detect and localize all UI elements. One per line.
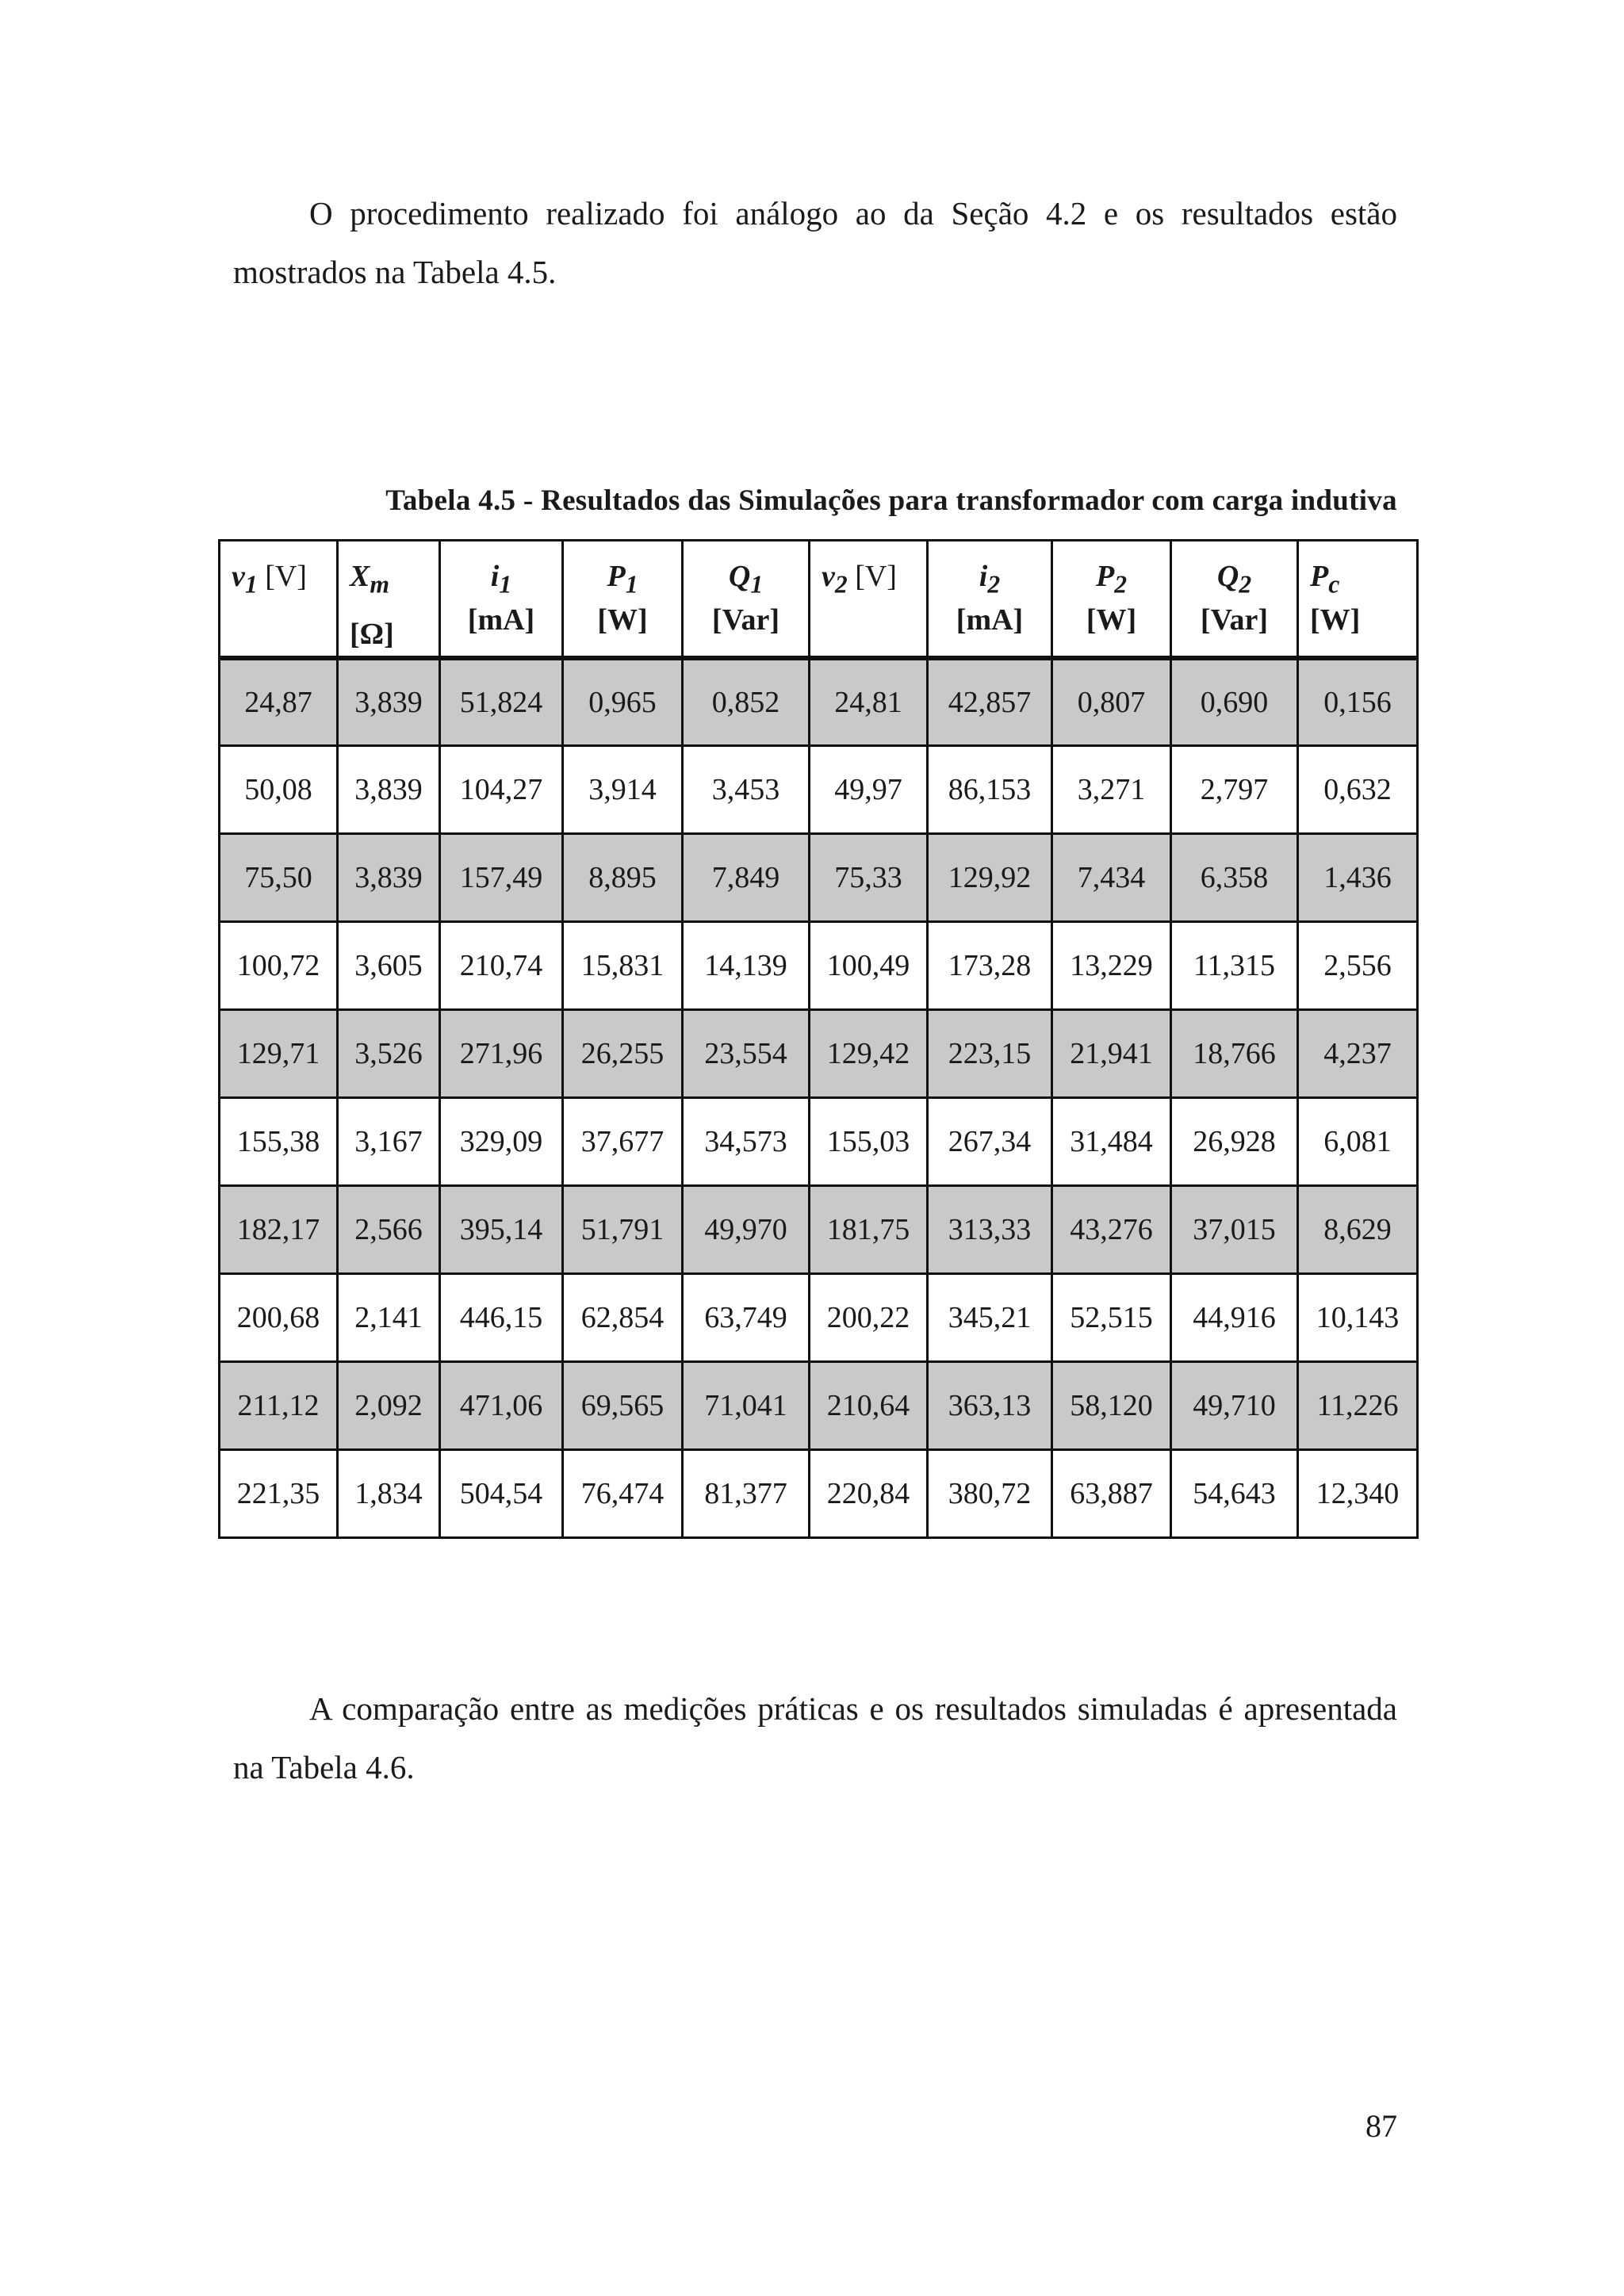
table-cell: 2,566 [338,1186,440,1274]
table-cell: 3,839 [338,746,440,834]
table-cell: 155,03 [810,1098,928,1186]
table-cell: 129,71 [220,1010,338,1098]
table-cell: 2,556 [1298,922,1418,1010]
table-cell: 157,49 [440,834,563,922]
table-cell: 3,271 [1052,746,1171,834]
table-cell: 4,237 [1298,1010,1418,1098]
table-row [220,1450,1418,1538]
table-cell: 0,690 [1171,658,1298,746]
table-cell: 11,315 [1171,922,1298,1010]
table-cell: 75,50 [220,834,338,922]
table-header-row [220,541,1418,658]
table-cell: 26,255 [563,1010,683,1098]
header-p1: $P_1$ [W] [563,541,683,658]
header-q1: $Q_1$ [Var] [683,541,810,658]
table-cell: 49,710 [1171,1362,1298,1450]
table-cell: 63,749 [683,1274,810,1362]
header-q2: $Q_2$ [Var] [1171,541,1298,658]
table-cell: 71,041 [683,1362,810,1450]
table-row [220,834,1418,922]
table-cell: 76,474 [563,1450,683,1538]
header-p2: $P_2$ [W] [1052,541,1171,658]
table-cell: 43,276 [1052,1186,1171,1274]
table-cell: 200,68 [220,1274,338,1362]
table-row [220,1274,1418,1362]
header-i1: $i_1$ [mA] [440,541,563,658]
table-cell: 12,340 [1298,1450,1418,1538]
table-cell: 86,153 [928,746,1052,834]
table-cell: 13,229 [1052,922,1171,1010]
table-row [220,1186,1418,1274]
table-cell: 6,358 [1171,834,1298,922]
table-cell: 15,831 [563,922,683,1010]
header-i2: $i_2$ [mA] [928,541,1052,658]
table-cell: 0,156 [1298,658,1418,746]
table-cell: 3,167 [338,1098,440,1186]
table-cell: 62,854 [563,1274,683,1362]
table-cell: 1,834 [338,1450,440,1538]
header-v2: $v_2$ [V] [810,541,928,658]
intro-paragraph [233,184,1397,301]
table-cell: 0,632 [1298,746,1418,834]
table-caption: Tabela 4.5 - Resultados das Simulações para transformador com carga indutiva [385,484,1397,517]
comparison-paragraph-text: A comparação entre as medições práticas e os resultados simuladas é apresentada na Tabela 4.6. [233,1690,1397,1785]
table-row [220,922,1418,1010]
table-cell: 44,916 [1171,1274,1298,1362]
table-cell: 173,28 [928,922,1052,1010]
table-cell: 37,015 [1171,1186,1298,1274]
intro-paragraph-text: O procedimento realizado foi análogo ao da Seção 4.2 e os resultados estão mostrados na Tabela 4.5. [233,195,1397,290]
header-xm: $X_m$ [Ω] [338,541,440,658]
table-cell: 8,629 [1298,1186,1418,1274]
table-cell: 363,13 [928,1362,1052,1450]
table-cell: 181,75 [810,1186,928,1274]
table-cell: 23,554 [683,1010,810,1098]
table-cell: 24,81 [810,658,928,746]
table-cell: 63,887 [1052,1450,1171,1538]
table-cell: 54,643 [1171,1450,1298,1538]
table-cell: 49,97 [810,746,928,834]
table-row [220,1362,1418,1450]
table-cell: 100,72 [220,922,338,1010]
table-cell: 155,38 [220,1098,338,1186]
table-cell: 2,797 [1171,746,1298,834]
table-cell: 18,766 [1171,1010,1298,1098]
table-cell: 3,839 [338,658,440,746]
table-cell: 31,484 [1052,1098,1171,1186]
table-cell: 7,849 [683,834,810,922]
table-cell: 380,72 [928,1450,1052,1538]
table-cell: 200,22 [810,1274,928,1362]
table-cell: 220,84 [810,1450,928,1538]
table-cell: 129,92 [928,834,1052,922]
table-cell: 51,824 [440,658,563,746]
table-row [220,1010,1418,1098]
table-cell: 3,839 [338,834,440,922]
table-cell: 24,87 [220,658,338,746]
table-cell: 1,436 [1298,834,1418,922]
table-cell: 58,120 [1052,1362,1171,1450]
table-body [220,658,1418,1538]
table-cell: 313,33 [928,1186,1052,1274]
table-cell: 7,434 [1052,834,1171,922]
table-cell: 10,143 [1298,1274,1418,1362]
table-cell: 104,27 [440,746,563,834]
table-cell: 3,914 [563,746,683,834]
table-cell: 267,34 [928,1098,1052,1186]
header-v1: $v_1$ [V] [220,541,338,658]
table-row [220,1098,1418,1186]
table-cell: 21,941 [1052,1010,1171,1098]
table-cell: 8,895 [563,834,683,922]
table-cell: 50,08 [220,746,338,834]
table-cell: 210,64 [810,1362,928,1450]
results-table [218,539,1419,1539]
table-cell: 182,17 [220,1186,338,1274]
table-cell: 2,092 [338,1362,440,1450]
table-cell: 34,573 [683,1098,810,1186]
table-cell: 395,14 [440,1186,563,1274]
table-cell: 52,515 [1052,1274,1171,1362]
table-cell: 210,74 [440,922,563,1010]
table-cell: 3,605 [338,922,440,1010]
table-row [220,658,1418,746]
page-number: 87 [1365,2108,1397,2144]
table-cell: 3,526 [338,1010,440,1098]
table-cell: 2,141 [338,1274,440,1362]
table-cell: 223,15 [928,1010,1052,1098]
header-pc: $P_c$ [W] [1298,541,1418,658]
table-cell: 14,139 [683,922,810,1010]
table-cell: 271,96 [440,1010,563,1098]
table-cell: 26,928 [1171,1098,1298,1186]
table-cell: 6,081 [1298,1098,1418,1186]
table-cell: 471,06 [440,1362,563,1450]
table-cell: 129,42 [810,1010,928,1098]
table-cell: 3,453 [683,746,810,834]
table-cell: 0,807 [1052,658,1171,746]
table-cell: 446,15 [440,1274,563,1362]
table-cell: 345,21 [928,1274,1052,1362]
table-cell: 211,12 [220,1362,338,1450]
comparison-paragraph [233,1679,1397,1797]
table-cell: 0,852 [683,658,810,746]
table-cell: 504,54 [440,1450,563,1538]
table-cell: 100,49 [810,922,928,1010]
table-cell: 49,970 [683,1186,810,1274]
table-cell: 69,565 [563,1362,683,1450]
table-cell: 37,677 [563,1098,683,1186]
table-cell: 75,33 [810,834,928,922]
table-row [220,746,1418,834]
table-cell: 221,35 [220,1450,338,1538]
table-cell: 11,226 [1298,1362,1418,1450]
table-cell: 81,377 [683,1450,810,1538]
table-cell: 0,965 [563,658,683,746]
table-cell: 329,09 [440,1098,563,1186]
table-cell: 51,791 [563,1186,683,1274]
table-cell: 42,857 [928,658,1052,746]
